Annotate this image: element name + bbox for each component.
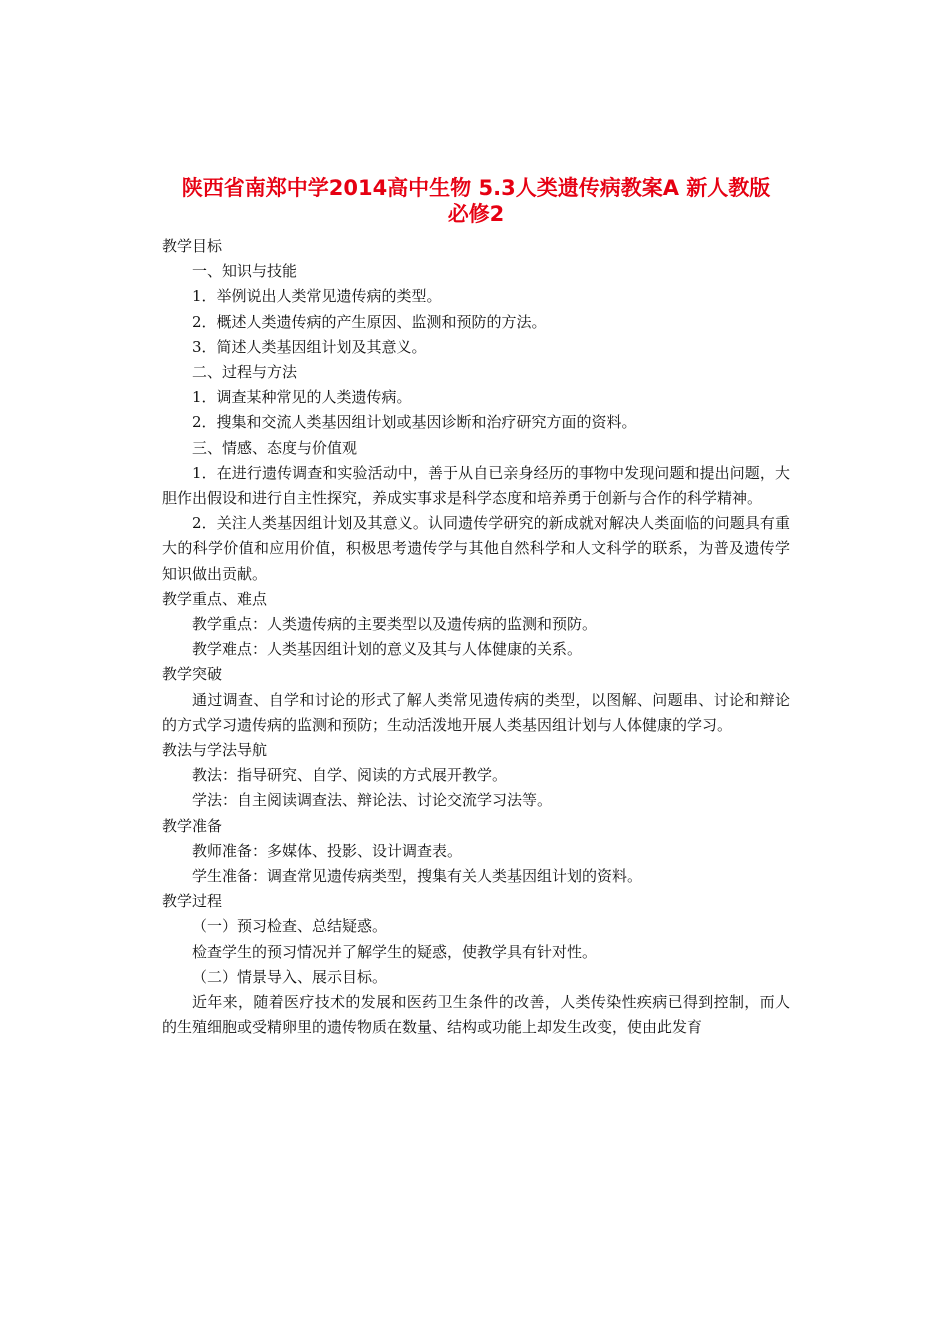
document-title-line-2: 必修2 [447, 202, 505, 226]
paragraph: 1．调查某种常见的人类遗传病。 [192, 388, 412, 407]
paragraph: 1．在进行遗传调查和实验活动中，善于从自已亲身经历的事物中发现问题和提出问题，大胆作出假设和进行自主性探究，养成实事求是科学态度和培养勇于创新与合作的科学精神。 [162, 463, 790, 508]
section-heading: 教学重点、难点 [162, 589, 268, 608]
section-heading: 教学突破 [162, 665, 223, 684]
paragraph: 教学重点：人类遗传病的主要类型以及遗传病的监测和预防。 [192, 615, 598, 634]
paragraph: 2．搜集和交流人类基因组计划或基因诊断和治疗研究方面的资料。 [192, 413, 637, 432]
section-heading: 教学目标 [162, 237, 223, 255]
paragraph: 教师准备：多媒体、投影、设计调查表。 [192, 841, 463, 860]
paragraph: 一、知识与技能 [192, 262, 298, 281]
paragraph: 2．关注人类基因组计划及其意义。认同遗传学研究的新成就对解决人类面临的问题具有重大的科学价值和应用价值，积极思考遗传学与其他自然科学和人文科学的联系，为普及遗传学知识做出贡献。 [162, 514, 790, 583]
paragraph: （二）情景导入、展示目标。 [192, 967, 388, 986]
paragraph: 近年来，随着医疗技术的发展和医药卫生条件的改善，人类传染性疾病已得到控制，而人的生殖细胞或受精卵里的遗传物质在数量、结构或功能上却发生改变，使由此发育 [162, 993, 790, 1037]
paragraph: 三、情感、态度与价值观 [192, 438, 358, 457]
paragraph: （一）预习检查、总结疑惑。 [192, 917, 388, 936]
paragraph: 3．简述人类基因组计划及其意义。 [192, 337, 427, 356]
paragraph: 学法：自主阅读调查法、辩论法、讨论交流学习法等。 [192, 791, 553, 810]
paragraph: 教法：指导研究、自学、阅读的方式展开教学。 [192, 766, 508, 785]
section-heading: 教学准备 [162, 816, 223, 835]
paragraph: 检查学生的预习情况并了解学生的疑惑，使教学具有针对性。 [192, 942, 598, 961]
section-heading: 教法与学法导航 [162, 741, 268, 760]
paragraph: 学生准备：调查常见遗传病类型，搜集有关人类基因组计划的资料。 [192, 867, 643, 886]
paragraph: 通过调查、自学和讨论的形式了解人类常见遗传病的类型，以图解、问题串、讨论和辩论的方式学习遗传病的监测和预防；生动活泼地开展人类基因组计划与人体健康的学习。 [162, 690, 790, 734]
paragraph: 二、过程与方法 [192, 363, 298, 382]
paragraph: 2．概述人类遗传病的产生原因、监测和预防的方法。 [192, 312, 547, 331]
paragraph: 教学难点：人类基因组计划的意义及其与人体健康的关系。 [192, 640, 583, 659]
paragraph: 1．举例说出人类常见遗传病的类型。 [192, 287, 442, 306]
document-body [162, 234, 790, 1041]
section-heading: 教学过程 [162, 892, 223, 911]
document-title-line-1: 陕西省南郑中学2014高中生物 5.3人类遗传病教案A 新人教版 [181, 176, 771, 200]
